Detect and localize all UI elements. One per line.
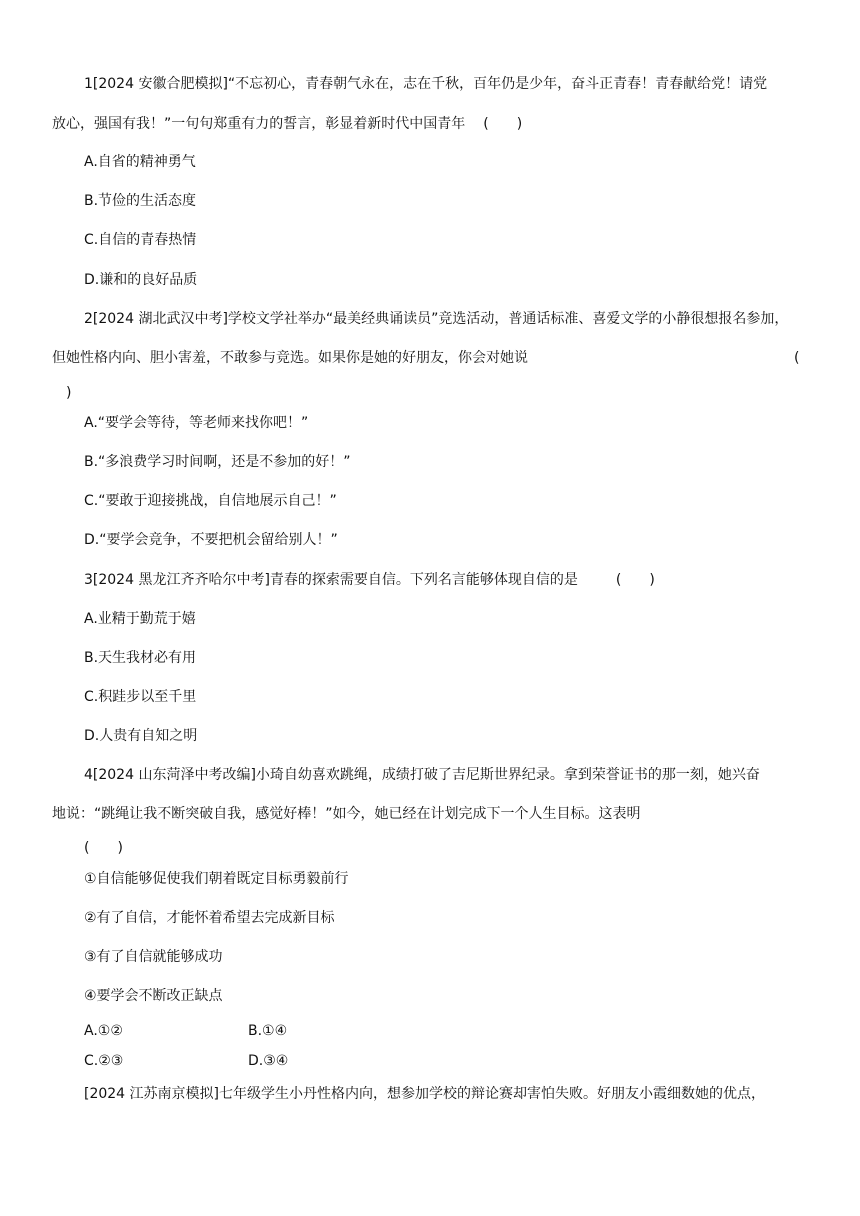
q1-option-d: D.谦和的良好品质: [84, 272, 198, 288]
q4-stem-line-1: 4[2024 山东菏泽中考改编]小琦自幼喜欢跳绳，成绩打破了吉尼斯世界纪录。拿到荣誉证书的那一刻，她兴奋: [84, 767, 760, 783]
q2-option-d: D.“要学会竞争，不要把机会留给别人！”: [84, 532, 338, 548]
q4-stem-line-2: 地说：“跳绳让我不断突破自我，感觉好棒！”如今，她已经在计划完成下一个人生目标。这表明: [52, 806, 641, 822]
q3-option-b: B.天生我材必有用: [84, 650, 197, 666]
q1-stem-line-2: [52, 114, 522, 134]
q3-answer-paren: ( ): [615, 572, 655, 588]
q4-choice-d: D.③④: [248, 1053, 289, 1069]
q2-option-a: A.“要学会等待，等老师来找你吧！”: [84, 415, 309, 431]
q3-option-a: A.业精于勤荒于嬉: [84, 611, 196, 627]
q5-stem-line-1: [2024 江苏南京模拟]七年级学生小丹性格内向，想参加学校的辩论赛却害怕失败。好朋友小霞细数她的优点，: [84, 1086, 766, 1102]
q2-stem-line-1: 2[2024 湖北武汉中考]学校文学社举办“最美经典诵读员”竞选活动，普通话标准、喜爱文学的小静很想报名参加，: [84, 311, 789, 327]
q4-statement-2: ②有了自信，才能怀着希望去完成新目标: [84, 910, 335, 926]
q1-option-a: A.自省的精神勇气: [84, 154, 196, 170]
q3-option-d: D.人贵有自知之明: [84, 728, 198, 744]
q1-option-b: B.节俭的生活态度: [84, 193, 197, 209]
q4-choice-c: C.②③: [84, 1053, 124, 1069]
q2-stem-line-2: 但她性格内向、胆小害羞，不敢参与竞选。如果你是她的好朋友，你会对她说: [52, 350, 528, 366]
q4-statement-1: ①自信能够促使我们朝着既定目标勇毅前行: [84, 871, 349, 887]
q2-option-c: C.“要敢于迎接挑战，自信地展示自己！”: [84, 493, 337, 509]
q1-stem-text: 放心，强国有我！”一句句郑重有力的誓言，彰显着新时代中国青年: [52, 116, 466, 132]
q4-answer-paren: ( ): [84, 840, 123, 856]
q1-option-c: C.自信的青春热情: [84, 232, 197, 248]
q4-statement-3: ③有了自信就能够成功: [84, 949, 223, 965]
q3-option-c: C.积跬步以至千里: [84, 689, 197, 705]
q1-answer-paren: ( ): [483, 116, 523, 132]
q4-choice-a: A.①②: [84, 1023, 123, 1039]
q2-answer-paren-close: ): [66, 385, 72, 401]
q4-statement-4: ④要学会不断改正缺点: [84, 988, 223, 1004]
q2-option-b: B.“多浪费学习时间啊，还是不参加的好！”: [84, 454, 351, 470]
q2-answer-paren-open: (: [794, 350, 800, 366]
q1-stem-line-1: 1[2024 安徽合肥模拟]“不忘初心，青春朝气永在，志在千秋，百年仍是少年，奋斗正青春！青春献给党！请党: [84, 76, 768, 92]
q3-stem-line-1: [84, 570, 655, 590]
q3-stem-text: 3[2024 黑龙江齐齐哈尔中考]青春的探索需要自信。下列名言能够体现自信的是: [84, 572, 578, 588]
q4-choice-b: B.①④: [248, 1023, 288, 1039]
